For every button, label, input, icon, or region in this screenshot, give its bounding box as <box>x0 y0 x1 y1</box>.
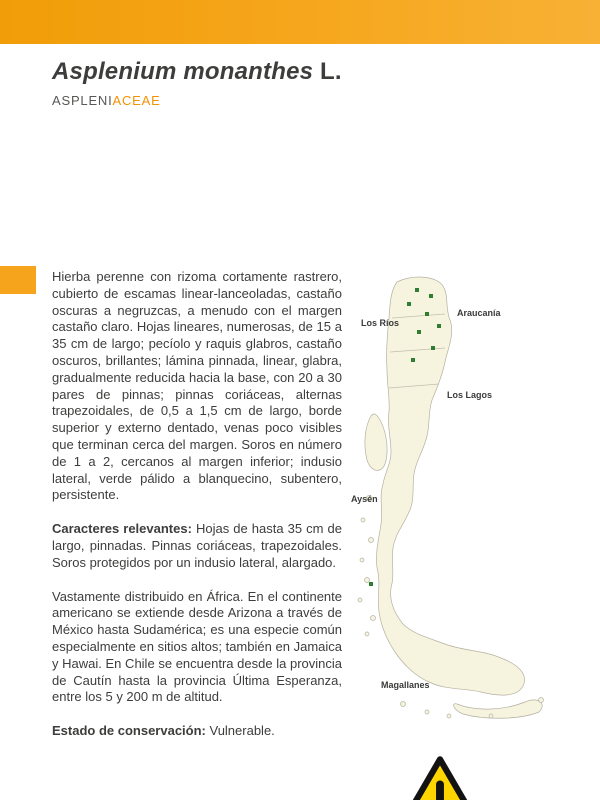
family-name <box>52 93 572 108</box>
section-tab-marker <box>0 266 36 294</box>
species-name: Asplenium monanthes <box>52 58 314 85</box>
map-label-araucania: Araucanía <box>457 308 501 318</box>
characters-paragraph <box>52 521 342 571</box>
map-label-aysen: Aysén <box>351 494 378 504</box>
title-block <box>52 58 572 108</box>
conservation-status-badge <box>396 753 484 800</box>
species-author: L. <box>313 58 342 85</box>
family-name-part1: ASPLENI <box>52 93 113 108</box>
tierra-del-fuego-shape <box>454 700 543 718</box>
warning-triangle-icon <box>396 753 484 800</box>
map-label-magallanes: Magallanes <box>381 680 430 690</box>
page-title <box>52 58 572 86</box>
article-text-column <box>52 269 342 757</box>
header-banner <box>0 0 600 44</box>
chile-map-svg <box>345 268 600 723</box>
map-label-los-rios: Los Ríos <box>361 318 400 328</box>
family-name-part2: ACEAE <box>112 93 161 108</box>
chiloe-island-shape <box>365 414 387 470</box>
map-label-los-lagos: Los Lagos <box>447 390 493 400</box>
mainland-shape <box>376 277 524 695</box>
distribution-paragraph: Vastamente distribuido en África. En el continente americano se extiende desde Arizona a través de México hasta Sudamérica; es una especie común especialmente en sitios altos; también en Jamaica y Hawai. En Chile se encuentra desde la provincia de Cautín hasta la provincia Última Esperanza, entre los 5 y 200 m de altitud. <box>52 588 342 705</box>
status-label: Estado de conservación: <box>52 723 206 739</box>
characters-label: Caracteres relevantes: <box>52 521 192 537</box>
distribution-map <box>345 268 600 726</box>
status-value: Vulnerable. <box>205 723 275 739</box>
description-paragraph: Hierba perenne con rizoma cortamente rastrero, cubierto de escamas linear-lanceoladas, castaño oscuras a negruzcas, a menudo con el margen castaño claro. Hojas lineares, numerosas, de 15 a 35 cm de largo; pecíolo y raquis glabros, castaño oscuros, brillantes; lámina pinnada, linear, glabra, gradualmente reducida hacia la base, con 20 a 30 pares de pinnas; pinnas coriáceas, alternas trapezoidales, de 0,5 a 1,5 cm de largo, borde superior y externo dentado, venas poco visibles que terminan cerca del margen. Soros en número de 1 a 2, cercanos al margen inferior; indusio lateral, verde pálido a blanquecino, subentero, persistente. <box>52 269 342 503</box>
conservation-status-line <box>52 723 342 740</box>
characters-text: Hojas de hasta 35 cm de largo, pinnadas. Pinnas coriáceas, trapezoidales. Soros protegidos por un indusio lateral, alargado. <box>52 521 342 570</box>
